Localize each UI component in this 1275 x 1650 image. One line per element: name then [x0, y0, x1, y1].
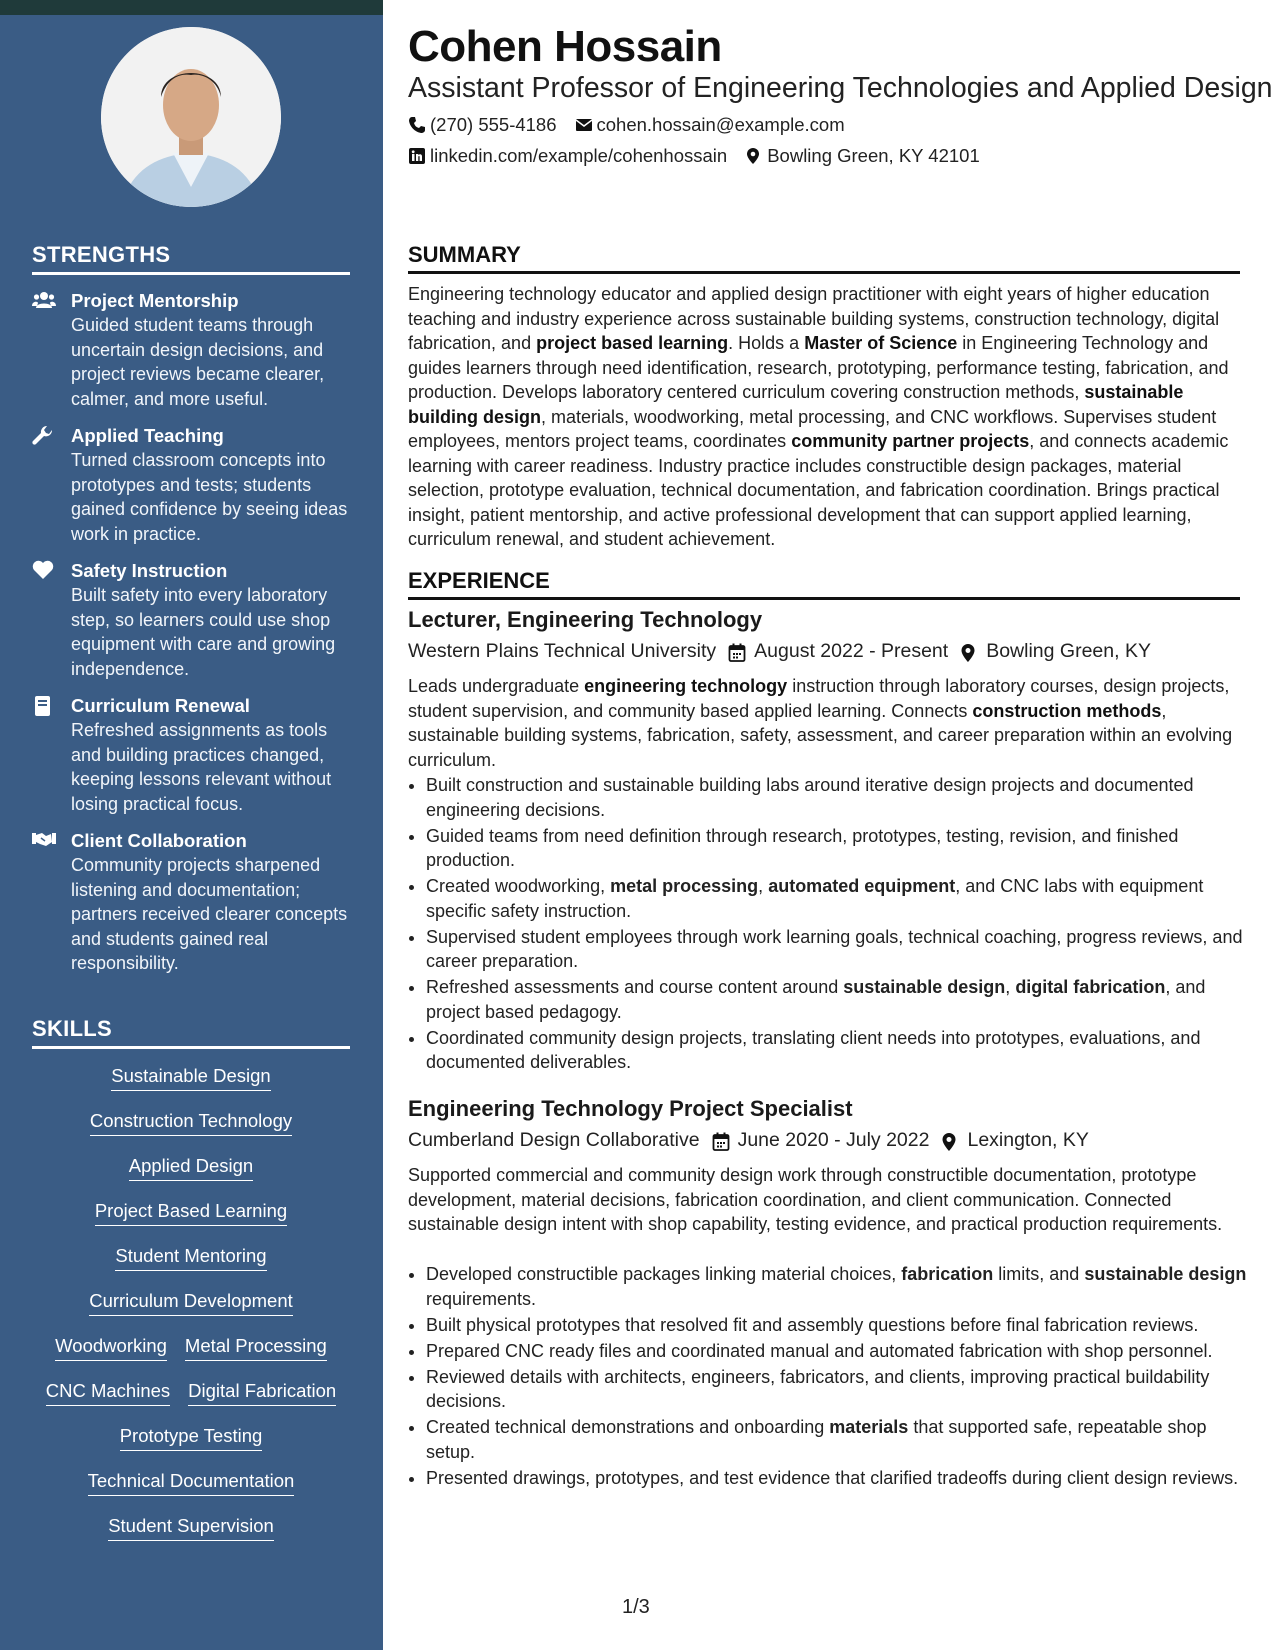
company-name: Cumberland Design Collaborative [408, 1129, 700, 1151]
experience-heading: EXPERIENCE [408, 568, 1240, 600]
strengths-section [32, 242, 350, 976]
phone-icon [408, 116, 426, 134]
skill-tag: Construction Technology [90, 1110, 292, 1136]
job-description: Supported commercial and community design work through constructible documentation, prototype development, material decisions, fabrication coordination, and client communication. Connected sustainable design intent with shop capability, testing evidence, and practical production requirements. [408, 1165, 1223, 1234]
phone-number: (270) 555-4186 [430, 114, 557, 135]
skill-tag: Student Mentoring [115, 1245, 266, 1271]
skill-tag: Woodworking [55, 1335, 167, 1361]
page-indicator: 1/3 [622, 1596, 650, 1618]
bullet-item: • Guided teams from need definition through research, prototypes, testing, revision, and finished production. [426, 824, 1258, 873]
calendar-icon [712, 1132, 730, 1150]
skill-tag: Technical Documentation [88, 1470, 295, 1496]
job-location [960, 640, 1151, 663]
skill-tag: Applied Design [129, 1155, 253, 1181]
strength-title: Applied Teaching [71, 425, 224, 446]
calendar-icon [728, 643, 746, 661]
job-description: Leads undergraduate engineering technology instruction through laboratory courses, design projects, student supervision, and community based applied learning. Connects construction methods, sustainable building systems, fabrication, safety, assessment, and career preparation within an evolving curriculum. [408, 676, 1233, 770]
job-dates [728, 640, 948, 663]
bullet-item: • Created woodworking, metal processing, automated equipment, and CNC labs with equipment specific safety instruction. [426, 874, 1258, 923]
strength-title: Client Collaboration [71, 830, 247, 851]
map-pin-icon [941, 1132, 959, 1150]
strength-description: Refreshed assignments as tools and building practices changed, keeping lessons relevant without losing practical focus. [71, 720, 332, 814]
strength-description: Community projects sharpened listening and documentation; partners received clearer concepts and students gained real responsibility. [71, 855, 348, 973]
job-dates [712, 1129, 930, 1152]
contact-row-1 [408, 114, 845, 136]
envelope-icon [575, 116, 593, 134]
skill-tag: Project Based Learning [95, 1200, 287, 1226]
strength-description: Turned classroom concepts into prototypes and tests; students gained confidence by seeing ideas work in practice. [71, 450, 348, 544]
strength-title: Safety Instruction [71, 560, 228, 581]
sidebar-top-bar [0, 0, 383, 15]
strength-title: Project Mentorship [71, 290, 239, 311]
strength-description: Built safety into every laboratory step, so learners could use shop equipment with care and growing independence. [71, 585, 336, 679]
wrench-icon [32, 425, 56, 447]
skill-tag: Student Supervision [108, 1515, 274, 1541]
bullet-item: • Coordinated community design projects, translating client needs into prototypes, evaluations, and documented deliverables. [426, 1026, 1258, 1075]
company-name: Western Plains Technical University [408, 640, 717, 662]
date-range: June 2020 - July 2022 [737, 1129, 930, 1151]
bullet-item: • Prepared CNC ready files and coordinated manual and automated fabrication with shop personnel. [426, 1339, 1258, 1364]
skills-list [32, 1049, 350, 1550]
strength-item [32, 829, 350, 976]
skill-tag: Curriculum Development [89, 1290, 293, 1316]
linkedin-icon [408, 147, 426, 165]
bullet-item: • Created technical demonstrations and onboarding materials that supported safe, repeatable shop setup. [426, 1415, 1258, 1464]
bullet-item: • Supervised student employees through work learning goals, technical coaching, progress reviews, and career preparation. [426, 925, 1258, 974]
linkedin-contact[interactable] [408, 145, 727, 167]
skill-tag: CNC Machines [46, 1380, 170, 1406]
job-meta [408, 640, 1151, 663]
skills-section [32, 1016, 350, 1550]
job-location [941, 1129, 1088, 1152]
users-icon [32, 290, 56, 312]
book-icon [32, 695, 56, 717]
strength-item [32, 424, 350, 546]
handshake-icon [32, 830, 56, 852]
sidebar [0, 0, 383, 1650]
summary-heading: SUMMARY [408, 242, 1240, 274]
map-pin-icon [960, 643, 978, 661]
map-pin-icon [745, 147, 763, 165]
location-text: Bowling Green, KY [986, 640, 1151, 662]
location-text: Bowling Green, KY 42101 [767, 145, 980, 166]
bullet-item: • Developed constructible packages linking material choices, fabrication limits, and sustainable design requirements. [426, 1262, 1258, 1311]
job-title: Lecturer, Engineering Technology [408, 607, 763, 632]
skill-tag: Metal Processing [185, 1335, 327, 1361]
skill-tag: Digital Fabrication [188, 1380, 336, 1406]
date-range: August 2022 - Present [754, 640, 949, 662]
strength-description: Guided student teams through uncertain design decisions, and project reviews became clearer, calmer, and more useful. [71, 315, 325, 409]
email-address[interactable]: cohen.hossain@example.com [596, 114, 845, 135]
skills-heading: SKILLS [32, 1016, 350, 1049]
heart-icon [32, 560, 56, 582]
strength-item [32, 559, 350, 681]
strength-item [32, 694, 350, 816]
phone-contact [408, 114, 557, 136]
linkedin-url[interactable]: linkedin.com/example/cohenhossain [430, 145, 728, 166]
strength-title: Curriculum Renewal [71, 695, 250, 716]
job-bullets [408, 1262, 1258, 1492]
location-text: Lexington, KY [967, 1129, 1089, 1151]
bullet-item: • Reviewed details with architects, engineers, fabricators, and clients, improving practical buildability decisions. [426, 1365, 1258, 1414]
skill-tag: Prototype Testing [120, 1425, 263, 1451]
contact-row-2 [408, 145, 980, 167]
strengths-heading: STRENGTHS [32, 242, 350, 275]
skill-tag: Sustainable Design [111, 1065, 270, 1091]
strength-item [32, 289, 350, 411]
bullet-item: • Built construction and sustainable building labs around iterative design projects and documented engineering decisions. [426, 773, 1258, 822]
bullet-item: • Built physical prototypes that resolved fit and assembly questions before final fabrication reviews. [426, 1313, 1258, 1338]
email-contact[interactable] [575, 114, 845, 136]
profile-photo [101, 27, 281, 207]
summary-text: Engineering technology educator and applied design practitioner with eight years of higher education teaching and industry experience across sustainable building systems, construction technology, digital fabrication, and project based learning. Holds a Master of Science in Engineering Technology and guides learners through need identification, research, prototyping, performance testing, fabrication, and production. Develops laboratory centered curriculum covering construction methods, sustainable building design, materials, woodworking, metal processing, and CNC workflows. Supervises student employees, mentors project teams, coordinates community partner projects, and connects academic learning with career readiness. Industry practice includes constructible design packages, material selection, prototype evaluation, technical documentation, and fabrication coordination. Brings practical insight, patient mentorship, and active professional development that can support applied learning, curriculum renewal, and student achievement. [408, 284, 1229, 549]
job-bullets [408, 773, 1258, 1076]
candidate-name: Cohen Hossain [408, 22, 722, 71]
bullet-item: • Refreshed assessments and course content around sustainable design, digital fabrication, and project based pedagogy. [426, 975, 1258, 1024]
location-contact [745, 145, 980, 167]
candidate-title: Assistant Professor of Engineering Technologies and Applied Design [408, 72, 1273, 104]
job-meta [408, 1129, 1089, 1152]
bullet-item: • Presented drawings, prototypes, and test evidence that clarified tradeoffs during client design reviews. [426, 1466, 1258, 1491]
job-title: Engineering Technology Project Specialist [408, 1096, 853, 1121]
